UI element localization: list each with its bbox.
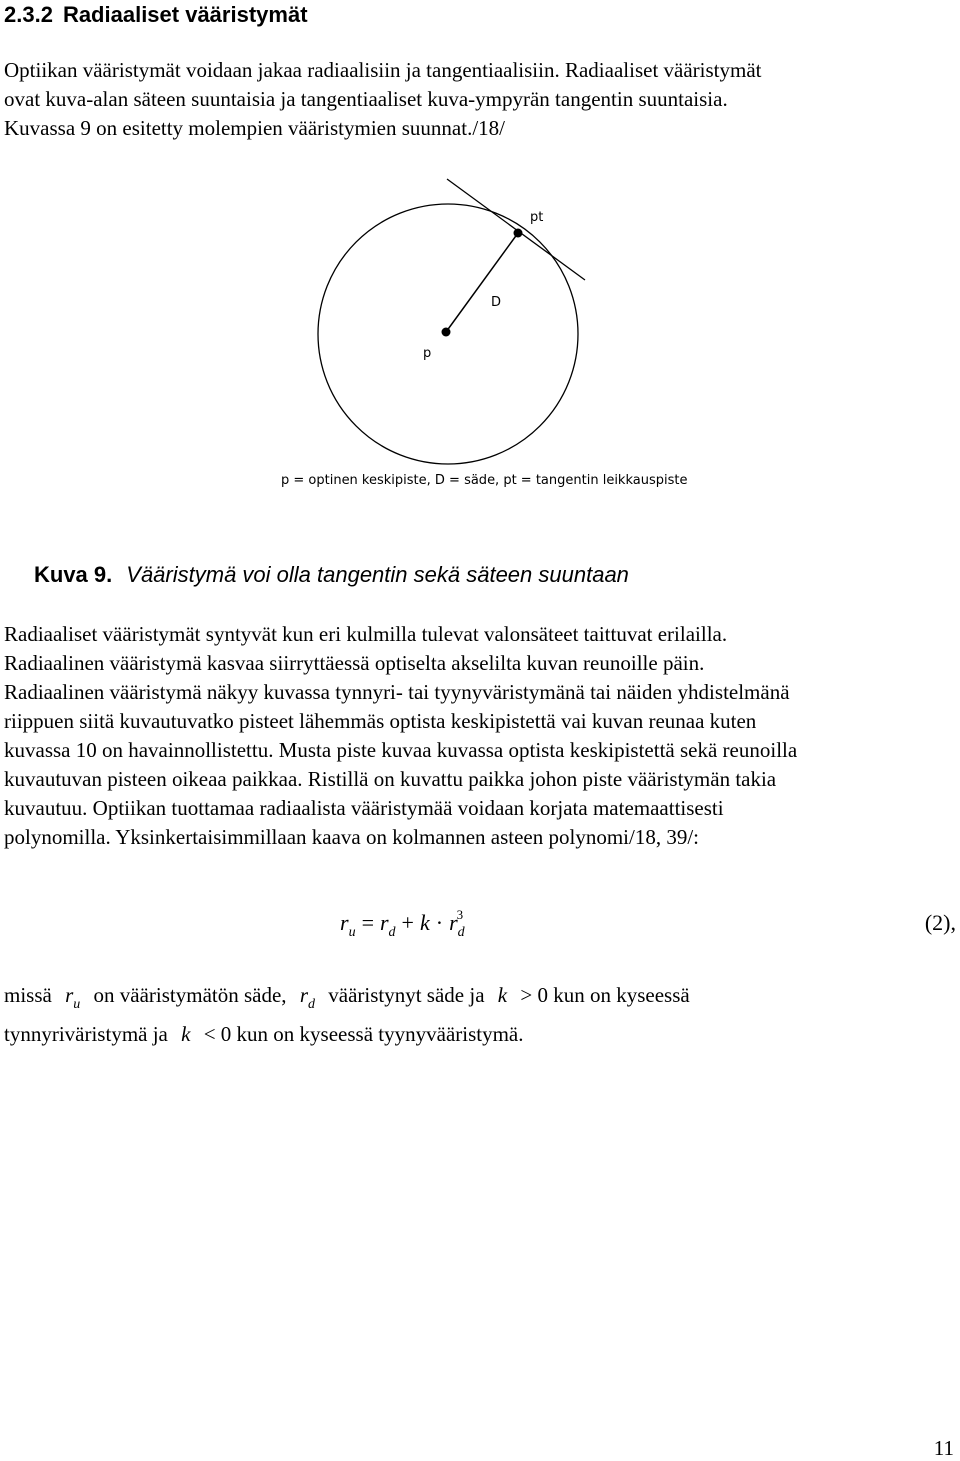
- eq-plus: +: [401, 910, 414, 935]
- body-line: Radiaalinen vääristymä näkyy kuvassa tynnyri- tai tyynyväristymänä tai näiden yhdistelmänä: [4, 680, 790, 704]
- body-line: kuvautuvan pisteen oikeaa paikkaa. Ristillä on kuvattu paikka johon piste vääristymän takia: [4, 767, 777, 791]
- intro-line: ovat kuva-alan säteen suuntaisia ja tangentiaaliset kuva-ympyrän tangentin suuntaisia.: [4, 87, 728, 111]
- tangent-point: [514, 229, 523, 238]
- body-line: polynomilla. Yksinkertaisimmillaan kaava on kolmannen asteen polynomi/18, 39/:: [4, 825, 700, 849]
- optical-center-point: [442, 328, 451, 337]
- text-fragment: vääristynyt säde ja: [328, 983, 485, 1007]
- text-fragment: > 0 kun on kyseessä: [520, 983, 690, 1007]
- text-fragment: on vääristymätön säde,: [93, 983, 287, 1007]
- eq-equals: =: [361, 910, 374, 935]
- eq-r: r: [299, 983, 308, 1007]
- eq-k: k: [181, 1022, 191, 1046]
- eq-dot: ·: [435, 910, 444, 935]
- caption-label: Kuva 9.: [34, 562, 113, 587]
- intro-line: Optiikan vääristymät voidaan jakaa radiaalisiin ja tangentiaalisiin. Radiaaliset vääristymät: [4, 58, 762, 82]
- body-line: kuvautuu. Optiikan tuottamaa radiaalista vääristymää voidaan korjata matemaattisesti: [4, 796, 724, 820]
- body-line: kuvassa 10 on havainnollistettu. Musta piste kuvaa kuvassa optista keskipistettä sekä reunoilla: [4, 738, 798, 762]
- distortion-figure: [270, 170, 710, 500]
- text-fragment: tynnyriväristymä ja: [4, 1022, 168, 1046]
- radius-line: [446, 233, 518, 332]
- eq-subscript-d: d: [388, 925, 396, 940]
- eq-subscript-d: d: [308, 997, 315, 1012]
- intro-paragraph: [4, 56, 954, 143]
- eq-power: 3: [456, 907, 464, 922]
- label-pt: pt: [530, 210, 544, 225]
- intro-line: Kuvassa 9 on esitetty molempien vääristymien suunnat./18/: [4, 116, 505, 140]
- eq-subscript-d: d: [457, 925, 465, 940]
- body-line: Radiaaliset vääristymät syntyvät kun eri kulmilla tulevat valonsäteet taittuvat erilailla.: [4, 622, 728, 646]
- label-center: p: [423, 346, 432, 361]
- variables-line-2: [4, 1022, 954, 1047]
- section-heading: [4, 2, 308, 28]
- eq-r: r: [379, 910, 389, 935]
- body-paragraph: [4, 620, 954, 852]
- eq-k: k: [497, 983, 508, 1007]
- body-line: Radiaalinen vääristymä kasvaa siirryttäessä optiselta akselilta kuvan reunoille päin.: [4, 651, 705, 675]
- eq-r: r: [449, 910, 458, 935]
- eq-subscript-u: u: [348, 925, 356, 940]
- body-line: riippuen siitä kuvautuvatko pisteet lähemmäs optista keskipistettä vai kuvan reunaa kuten: [4, 709, 757, 733]
- section-title: Radiaaliset vääristymät: [62, 2, 308, 27]
- distortion-equation: [340, 907, 465, 940]
- caption-text: Vääristymä voi olla tangentin sekä säteen suuntaan: [126, 562, 629, 587]
- page-number: 11: [933, 1436, 954, 1460]
- text-fragment: < 0 kun on kyseessä tyynyvääristymä.: [203, 1022, 524, 1046]
- eq-k: k: [419, 910, 430, 935]
- eq-r: r: [340, 910, 349, 935]
- variables-line-1: [4, 983, 954, 1012]
- distortion-diagram: [270, 170, 710, 500]
- label-radius: D: [491, 295, 502, 310]
- figure-caption: [34, 562, 629, 588]
- text-fragment: missä: [4, 983, 52, 1007]
- section-number: 2.3.2: [4, 2, 53, 27]
- eq-subscript-u: u: [73, 997, 81, 1012]
- figure-legend: p = optinen keskipiste, D = säde, pt = tangentin leikkauspiste: [281, 473, 688, 488]
- equation-number: (2),: [924, 910, 956, 935]
- eq-r: r: [65, 983, 74, 1007]
